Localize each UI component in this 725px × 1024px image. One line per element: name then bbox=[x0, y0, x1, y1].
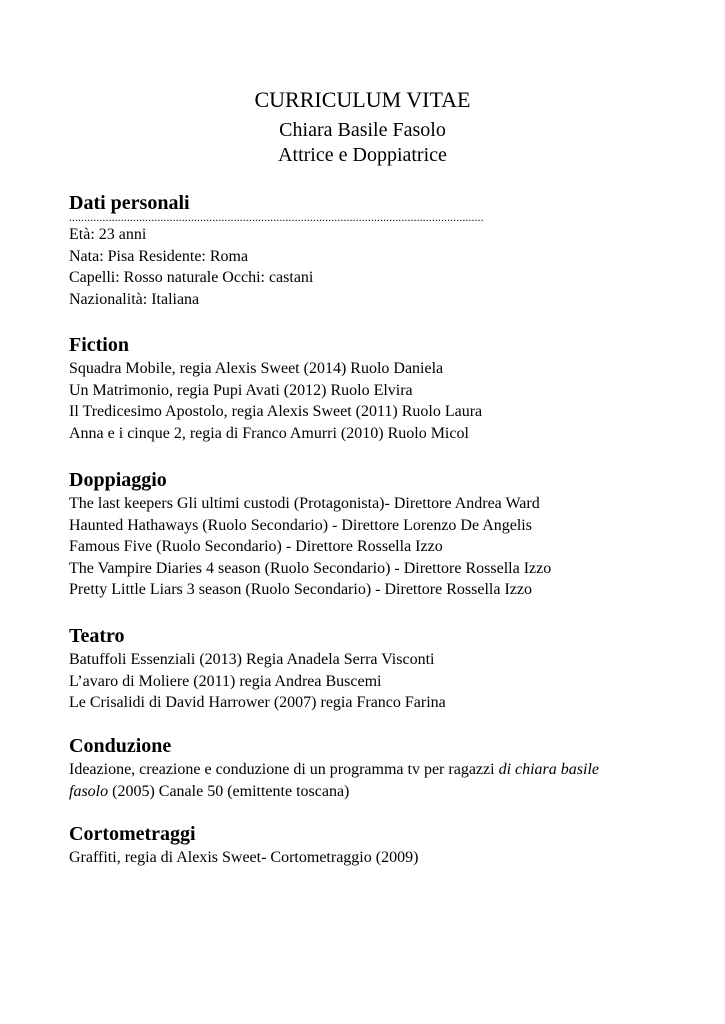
section-short-films bbox=[69, 821, 659, 869]
section-heading-dubbing: Doppiaggio bbox=[69, 469, 167, 491]
section-heading-theatre: Teatro bbox=[69, 625, 125, 647]
dubbing-item: Pretty Little Liars 3 season (Ruolo Secondario) - Direttore Rossella Izzo bbox=[69, 581, 532, 598]
theatre-item: Le Crisalidi di David Harrower (2007) regia Franco Farina bbox=[69, 694, 446, 711]
theatre-item: Batuffoli Essenziali (2013) Regia Anadela Serra Visconti bbox=[69, 651, 435, 668]
hosting-program-title: di chiara basile fasolo bbox=[69, 761, 599, 800]
hosting-description bbox=[69, 759, 639, 802]
person-role: Attrice e Doppiatrice bbox=[278, 144, 447, 166]
short-film-item: Graffiti, regia di Alexis Sweet- Cortometraggio (2009) bbox=[69, 849, 419, 866]
fiction-item: Anna e i cinque 2, regia di Franco Amurri (2010) Ruolo Micol bbox=[69, 424, 469, 442]
personal-line-age: Età: 23 anni bbox=[69, 226, 147, 243]
section-heading-short-films: Cortometraggi bbox=[69, 823, 196, 845]
dubbing-item: Haunted Hathaways (Ruolo Secondario) - Direttore Lorenzo De Angelis bbox=[69, 516, 532, 534]
section-hosting bbox=[69, 733, 659, 802]
dubbing-item: The Vampire Diaries 4 season (Ruolo Secondario) - Direttore Rossella Izzo bbox=[69, 559, 552, 577]
theatre-item: L’avaro di Moliere (2011) regia Andrea Buscemi bbox=[69, 672, 382, 690]
section-heading-fiction: Fiction bbox=[69, 334, 129, 356]
section-heading-hosting: Conduzione bbox=[69, 735, 172, 757]
fiction-item: Il Tredicesimo Apostolo, regia Alexis Sweet (2011) Ruolo Laura bbox=[69, 403, 483, 420]
fiction-item: Un Matrimonio, regia Pupi Avati (2012) Ruolo Elvira bbox=[69, 381, 413, 399]
dotted-separator: ........................................................................................................................................ bbox=[69, 212, 484, 224]
hosting-text-before: Ideazione, creazione e conduzione di un programma tv per ragazzi bbox=[69, 761, 499, 778]
dubbing-item: The last keepers Gli ultimi custodi (Protagonista)- Direttore Andrea Ward bbox=[69, 495, 540, 512]
personal-line-hair-eyes: Capelli: Rosso naturale Occhi: castani bbox=[69, 269, 314, 286]
section-heading-personal-data: Dati personali bbox=[69, 192, 190, 214]
personal-line-nationality: Nazionalità: Italiana bbox=[69, 290, 200, 308]
section-personal-data bbox=[69, 190, 659, 310]
section-dubbing bbox=[69, 467, 659, 601]
hosting-text-after: (2005) Canale 50 (emittente toscana) bbox=[108, 782, 350, 800]
dubbing-item: Famous Five (Ruolo Secondario) - Direttore Rossella Izzo bbox=[69, 538, 443, 555]
document-title: CURRICULUM VITAE bbox=[254, 87, 471, 112]
section-theatre bbox=[69, 623, 659, 714]
section-fiction bbox=[69, 332, 659, 444]
fiction-item: Squadra Mobile, regia Alexis Sweet (2014) Ruolo Daniela bbox=[69, 360, 444, 377]
person-name: Chiara Basile Fasolo bbox=[279, 119, 446, 141]
personal-line-birth-residence: Nata: Pisa Residente: Roma bbox=[69, 247, 249, 265]
